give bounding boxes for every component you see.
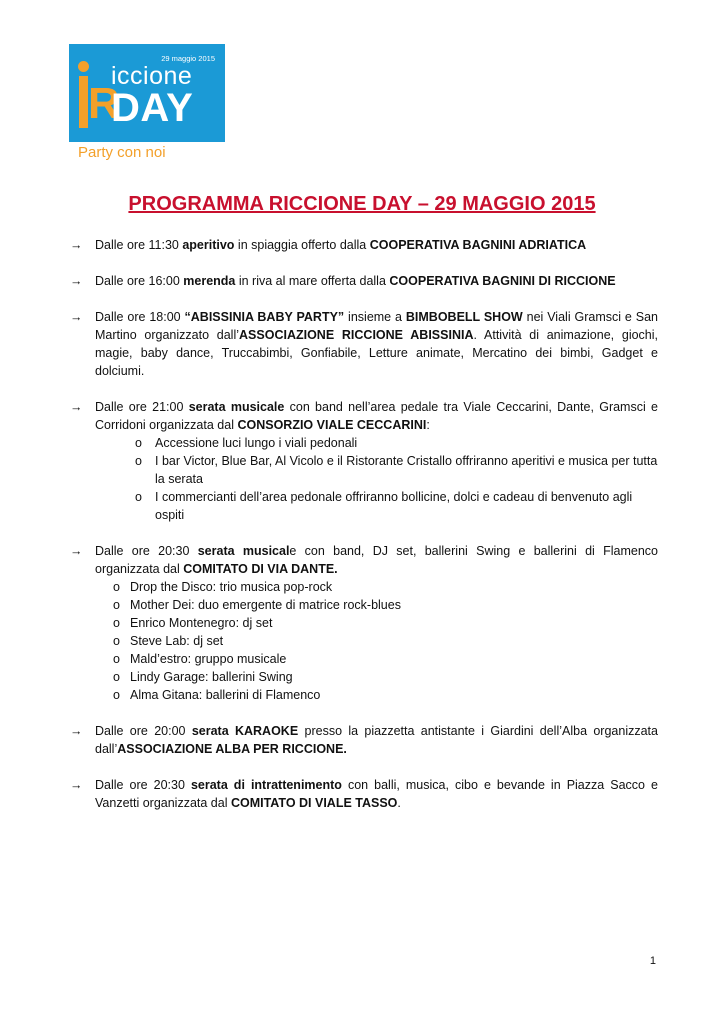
item-text: : [426, 418, 430, 432]
arrow-icon: → [70, 400, 83, 414]
sub-item-text: I bar Victor, Blue Bar, Al Vicolo e il Ristorante Cristallo offriranno aperitivi e musica per tutta la serata [155, 454, 658, 486]
sub-item [95, 434, 658, 452]
item-text: in riva al mare offerta dalla [235, 274, 390, 288]
sub-item-text: Lindy Garage: ballerini Swing [130, 670, 293, 684]
program-list [70, 236, 658, 830]
bullet-icon: o [135, 436, 142, 450]
item-organizer: COMITATO DI VIA DANTE. [183, 562, 338, 576]
sub-item [95, 452, 658, 488]
item-highlight: serata musicale [188, 400, 285, 414]
arrow-icon: → [70, 238, 83, 252]
bullet-icon: o [113, 598, 120, 612]
item-text: insieme a [344, 310, 406, 324]
sub-item-text: Steve Lab: dj set [130, 634, 224, 648]
item-highlight: “ABISSINIA BABY PARTY” [184, 310, 345, 324]
program-item [70, 272, 658, 290]
item-text: e con band, DJ set, ballerini Swing e ballerini di Flamenco organizzata dal [95, 544, 658, 576]
item-text: in spiaggia offerto dalla [234, 238, 370, 252]
item-text: presso la piazzetta antistante i Giardini dell’Alba organizzata dall’ [95, 724, 658, 756]
sub-item [95, 650, 658, 668]
sub-item [95, 488, 658, 524]
sub-item [95, 578, 658, 596]
logo-date: 29 maggio 2015 [161, 54, 215, 63]
bullet-icon: o [113, 652, 120, 666]
bullet-icon: o [113, 670, 120, 684]
sub-item [95, 596, 658, 614]
item-highlight: merenda [183, 274, 236, 288]
program-item [70, 398, 658, 524]
riccione-day-logo [69, 44, 225, 142]
sub-item [95, 632, 658, 650]
logo-dot-icon [78, 61, 89, 72]
sub-item-text: I commercianti dell’area pedonale offriranno bollicine, dolci e cadeau di benvenuto agli ospiti [155, 490, 633, 522]
sub-item-text: Drop the Disco: trio musica pop-rock [130, 580, 333, 594]
item-highlight: serata KARAOKE [191, 724, 299, 738]
bullet-icon: o [135, 454, 142, 468]
bullet-icon: o [113, 580, 120, 594]
item-highlight: aperitivo [182, 238, 235, 252]
sub-item [95, 686, 658, 704]
sub-item [95, 668, 658, 686]
bullet-icon: o [113, 634, 120, 648]
logo-tagline: Party con noi [78, 144, 166, 161]
logo-word-riccione: iccione [111, 62, 193, 90]
item-text: Dalle ore 11:30 [95, 238, 183, 252]
bullet-icon: o [113, 688, 120, 702]
item-text: . Attività di animazione, giochi, magie, baby dance, Truccabimbi, Gonfiabile, Letture animate, Mercatino dei bimbi, Gadget e dolciumi. [95, 328, 658, 378]
item-organizer: ASSOCIAZIONE ALBA PER RICCIONE. [117, 742, 347, 756]
item-organizer: CONSORZIO VIALE CECCARINI [237, 418, 427, 432]
item-text: Dalle ore 20:00 [95, 724, 192, 738]
item-text: . [397, 796, 401, 810]
program-item [70, 542, 658, 704]
sub-item-text: Accessione luci lungo i viali pedonali [155, 436, 358, 450]
arrow-icon: → [70, 724, 83, 738]
item-text: Dalle ore 20:30 [95, 778, 191, 792]
program-item [70, 776, 658, 812]
item-text: Dalle ore 21:00 [95, 400, 189, 414]
sub-item-text: Mald’estro: gruppo musicale [130, 652, 287, 666]
item-text: Dalle ore 20:30 [95, 544, 198, 558]
program-item [70, 236, 658, 254]
program-item [70, 722, 658, 758]
logo-initial: R [88, 79, 120, 128]
item-text: Dalle ore 18:00 [95, 310, 185, 324]
arrow-icon: → [70, 310, 83, 324]
item-highlight: serata di intrattenimento [190, 778, 342, 792]
item-text: Dalle ore 16:00 [95, 274, 184, 288]
item-organizer: COOPERATIVA BAGNINI DI RICCIONE [389, 274, 616, 288]
arrow-icon: → [70, 274, 83, 288]
program-item [70, 308, 658, 380]
item-organizer: COMITATO DI VIALE TASSO [230, 796, 398, 810]
sub-list [95, 434, 658, 524]
bullet-icon: o [135, 490, 142, 504]
logo-bar-icon [79, 76, 88, 128]
item-highlight-2: BIMBOBELL SHOW [405, 310, 523, 324]
logo-word-day: DAY [111, 86, 194, 130]
sub-item-text: Enrico Montenegro: dj set [130, 616, 273, 630]
item-text: con balli, musica, cibo e bevande in Piazza Sacco e Vanzetti organizzata dal [95, 778, 658, 810]
page-title: PROGRAMMA RICCIONE DAY – 29 MAGGIO 2015 [128, 193, 596, 215]
item-text: con band nell’area pedale tra Viale Ceccarini, Dante, Gramsci e Corridoni organizzata dal [95, 400, 658, 432]
sub-item [95, 614, 658, 632]
item-text: nei Viali Gramsci e San Martino organizzato dall’ [95, 310, 658, 342]
item-organizer: COOPERATIVA BAGNINI ADRIATICA [369, 238, 587, 252]
arrow-icon: → [70, 778, 83, 792]
sub-item-text: Alma Gitana: ballerini di Flamenco [130, 688, 321, 702]
bullet-icon: o [113, 616, 120, 630]
arrow-icon: → [70, 544, 83, 558]
sub-item-text: Mother Dei: duo emergente di matrice rock-blues [130, 598, 401, 612]
sub-list [95, 578, 658, 704]
page-number: 1 [649, 955, 656, 967]
item-highlight: serata musical [197, 544, 290, 558]
item-organizer: ASSOCIAZIONE RICCIONE ABISSINIA [239, 328, 474, 342]
